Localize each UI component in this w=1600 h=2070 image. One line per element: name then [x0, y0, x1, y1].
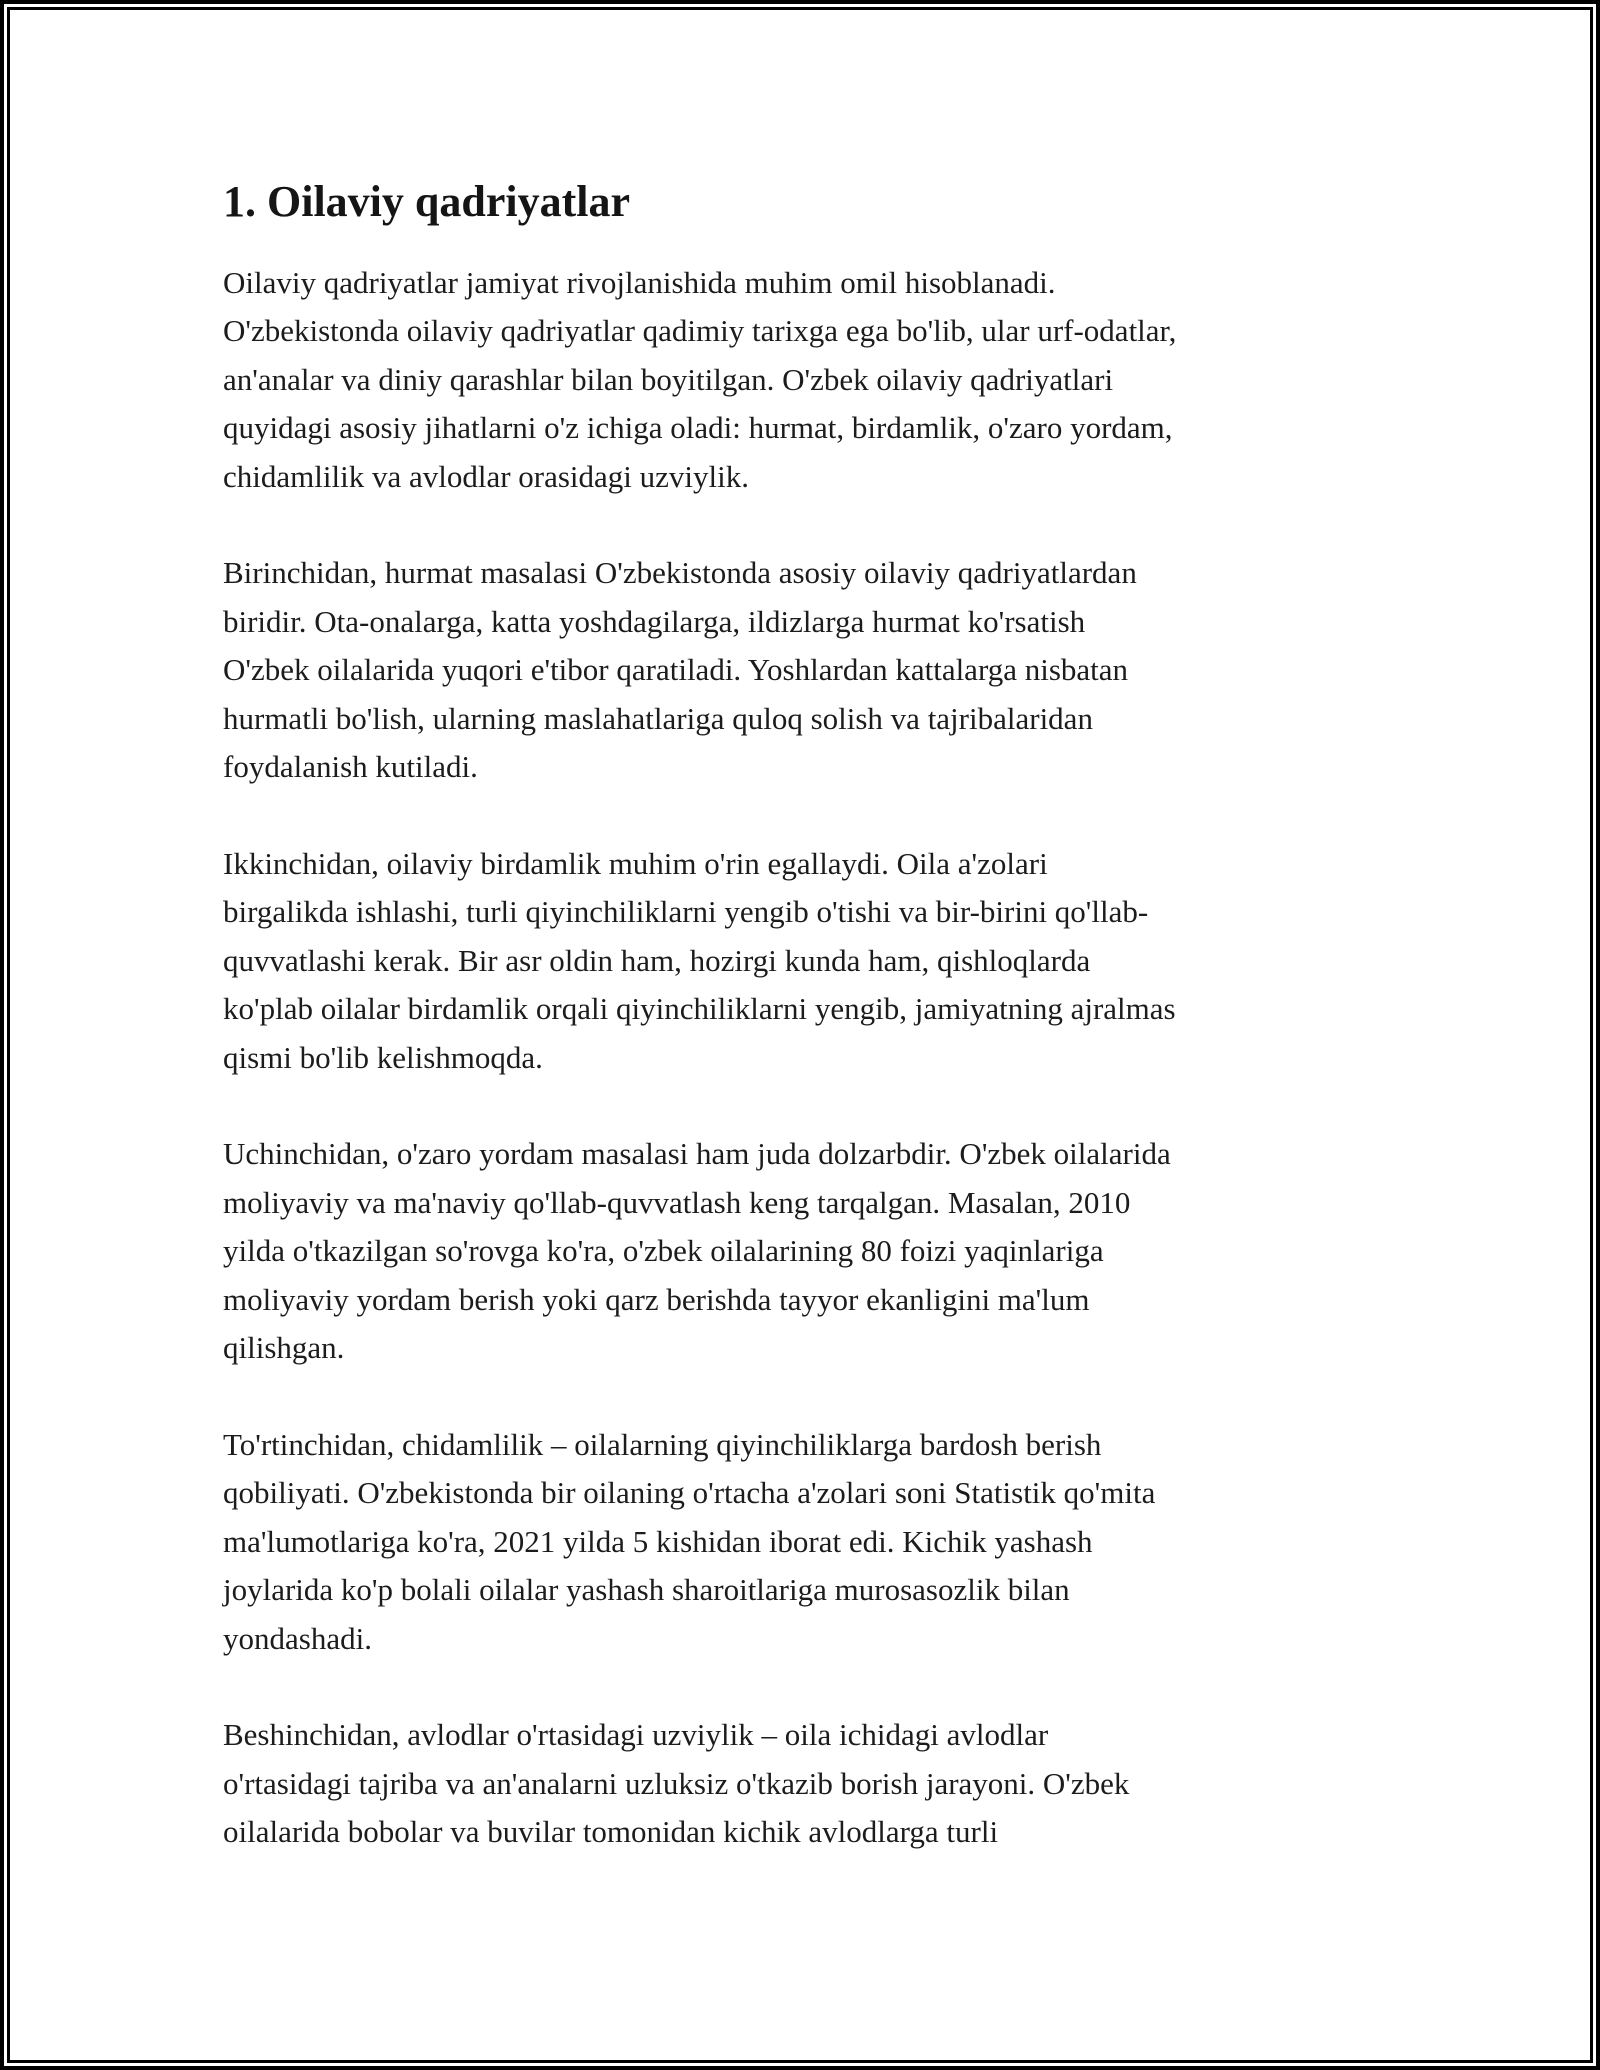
text-line: moliyaviy va ma'naviy qo'llab-quvvatlash keng tarqalgan. Masalan, 2010: [223, 1184, 1131, 1220]
text-line: biridir. Ota-onalarga, katta yoshdagilarga, ildizlarga hurmat ko'rsatish: [223, 603, 1086, 639]
paragraph-4: [223, 1130, 1385, 1373]
text-line: O'zbekistonda oilaviy qadriyatlar qadimiy tarixga ega bo'lib, ular urf-odatlar,: [223, 313, 1177, 349]
text-line: joylarida ko'p bolali oilalar yashash sharoitlariga murosasozlik bilan: [223, 1572, 1070, 1608]
text-line: ko'plab oilalar birdamlik orqali qiyinchiliklarni yengib, jamiyatning ajralmas: [223, 991, 1176, 1027]
text-line: qilishgan.: [223, 1330, 345, 1366]
text-line: quyidagi asosiy jihatlarni o'z ichiga oladi: hurmat, birdamlik, o'zaro yordam,: [223, 410, 1173, 446]
text-line: O'zbek oilalarida yuqori e'tibor qaratiladi. Yoshlardan kattalarga nisbatan: [223, 652, 1129, 688]
text-line: an'analar va diniy qarashlar bilan boyitilgan. O'zbek oilaviy qadriyatlari: [223, 361, 1114, 397]
text-line: ma'lumotlariga ko'ra, 2021 yilda 5 kishidan iborat edi. Kichik yashash: [223, 1523, 1093, 1559]
text-line: o'rtasidagi tajriba va an'analarni uzluksiz o'tkazib borish jarayoni. O'zbek: [223, 1765, 1130, 1801]
text-line: qismi bo'lib kelishmoqda.: [223, 1039, 543, 1075]
text-line: oilalarida bobolar va buvilar tomonidan kichik avlodlarga turli: [223, 1814, 999, 1850]
text-line: qobiliyati. O'zbekistonda bir oilaning o'rtacha a'zolari soni Statistik qo'mita: [223, 1475, 1156, 1511]
document-page-inner-frame: [7, 7, 1593, 2063]
paragraph-5: [223, 1421, 1385, 1664]
text-line: chidamlilik va avlodlar orasidagi uzviylik.: [223, 458, 750, 494]
paragraph-3: [223, 840, 1385, 1083]
text-line: quvvatlashi kerak. Bir asr oldin ham, hozirgi kunda ham, qishloqlarda: [223, 942, 1091, 978]
text-line: To'rtinchidan, chidamlilik – oilalarning qiyinchiliklarga bardosh berish: [223, 1426, 1102, 1462]
text-line: hurmatli bo'lish, ularning maslahatlariga quloq solish va tajribalaridan: [223, 700, 1093, 736]
text-line: yondashadi.: [223, 1620, 372, 1656]
text-line: Ikkinchidan, oilaviy birdamlik muhim o'rin egallaydi. Oila a'zolari: [223, 845, 1048, 881]
text-line: yilda o'tkazilgan so'rovga ko'ra, o'zbek oilalarining 80 foizi yaqinlariga: [223, 1233, 1104, 1269]
text-line: birgalikda ishlashi, turli qiyinchiliklarni yengib o'tishi va bir-birini qo'llab-: [223, 894, 1149, 930]
text-line: Uchinchidan, o'zaro yordam masalasi ham juda dolzarbdir. O'zbek oilalarida: [223, 1136, 1171, 1172]
document-title: 1. Oilaviy qadriyatlar: [223, 177, 630, 226]
text-line: Birinchidan, hurmat masalasi O'zbekistonda asosiy oilaviy qadriyatlardan: [223, 555, 1137, 591]
text-line: foydalanish kutiladi.: [223, 749, 478, 785]
paragraph-1: [223, 259, 1385, 502]
paragraph-6: [223, 1711, 1385, 1857]
text-line: moliyaviy yordam berish yoki qarz berishda tayyor ekanligini ma'lum: [223, 1281, 1090, 1317]
paragraph-2: [223, 549, 1385, 792]
text-line: Beshinchidan, avlodlar o'rtasidagi uzviylik – oila ichidagi avlodlar: [223, 1717, 1049, 1753]
text-line: Oilaviy qadriyatlar jamiyat rivojlanishida muhim omil hisoblanadi.: [223, 264, 1056, 300]
